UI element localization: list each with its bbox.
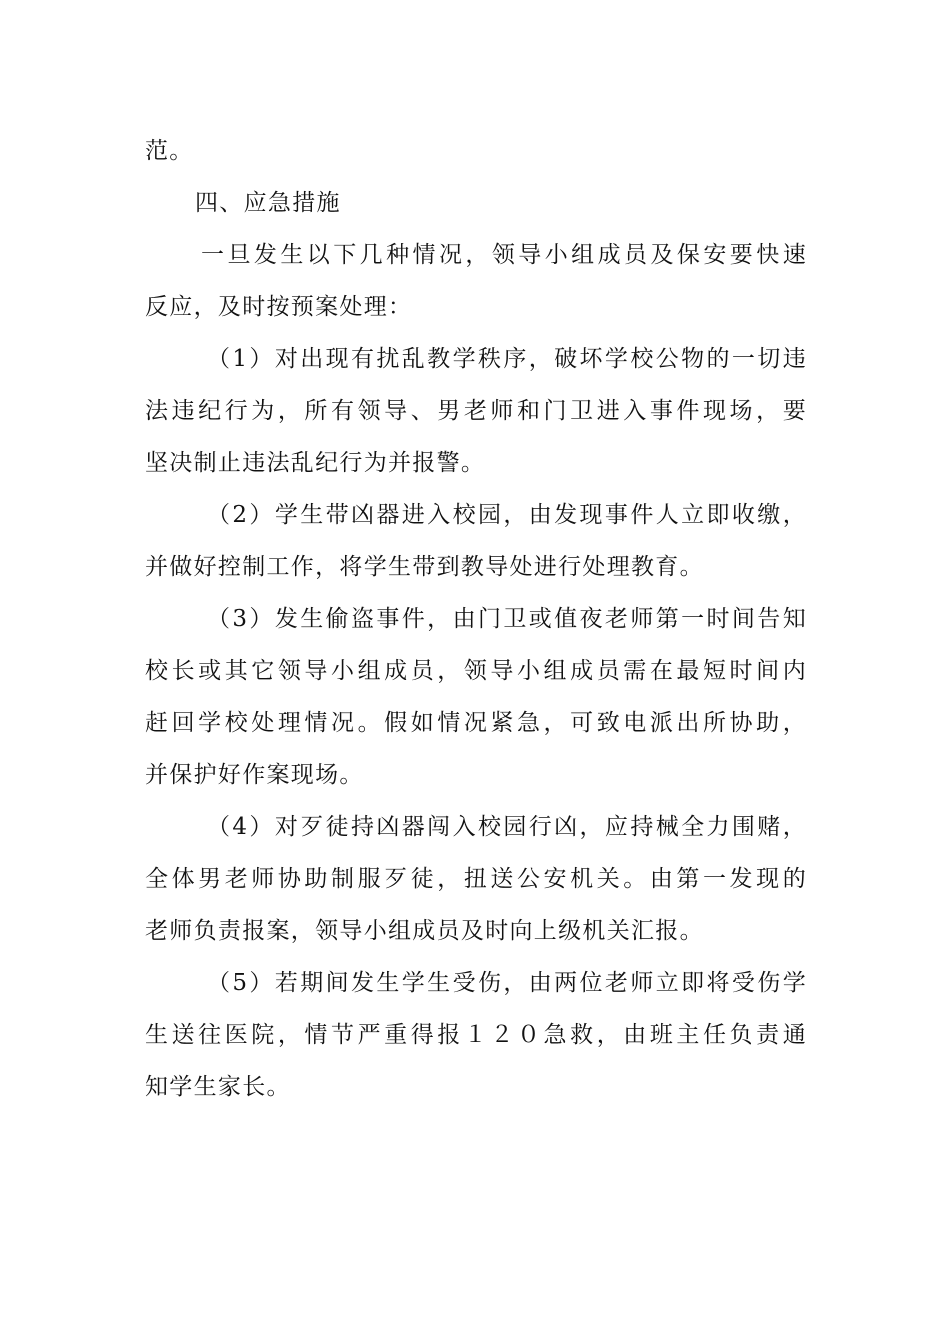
text-line: 校长或其它领导小组成员，领导小组成员需在最短时间内	[145, 658, 807, 684]
text-line: （3）发生偷盗事件，由门卫或值夜老师第一时间告知	[207, 606, 807, 632]
text-line: 法违纪行为，所有领导、男老师和门卫进入事件现场，要	[145, 398, 807, 424]
text-line: （4）对歹徒持凶器闯入校园行凶，应持械全力围赌，	[207, 814, 807, 840]
text-line: 并做好控制工作，将学生带到教导处进行处理教育。	[145, 554, 704, 580]
text-line: 范。	[145, 138, 194, 164]
text-line: 生送往医院，情节严重得报１２０急救，由班主任负责通	[145, 1022, 807, 1048]
text-line: （5）若期间发生学生受伤，由两位老师立即将受伤学	[207, 970, 807, 996]
text-line: 知学生家长。	[145, 1074, 291, 1100]
document-body	[145, 125, 807, 1113]
text-line: 一旦发生以下几种情况，领导小组成员及保安要快速	[201, 242, 807, 268]
text-line: 全体男老师协助制服歹徒，扭送公安机关。由第一发现的	[145, 866, 807, 892]
section-heading: 四、应急措施	[195, 190, 341, 216]
text-line: 赶回学校处理情况。假如情况紧急，可致电派出所协助，	[145, 710, 807, 736]
text-line: 并保护好作案现场。	[145, 762, 364, 788]
text-line: （2）学生带凶器进入校园，由发现事件人立即收缴，	[207, 502, 807, 528]
text-line: 反应，及时按预案处理：	[145, 294, 413, 320]
text-line: 坚决制止违法乱纪行为并报警。	[145, 450, 486, 476]
text-line: 老师负责报案，领导小组成员及时向上级机关汇报。	[145, 918, 704, 944]
text-line: （1）对出现有扰乱教学秩序，破坏学校公物的一切违	[207, 346, 807, 372]
